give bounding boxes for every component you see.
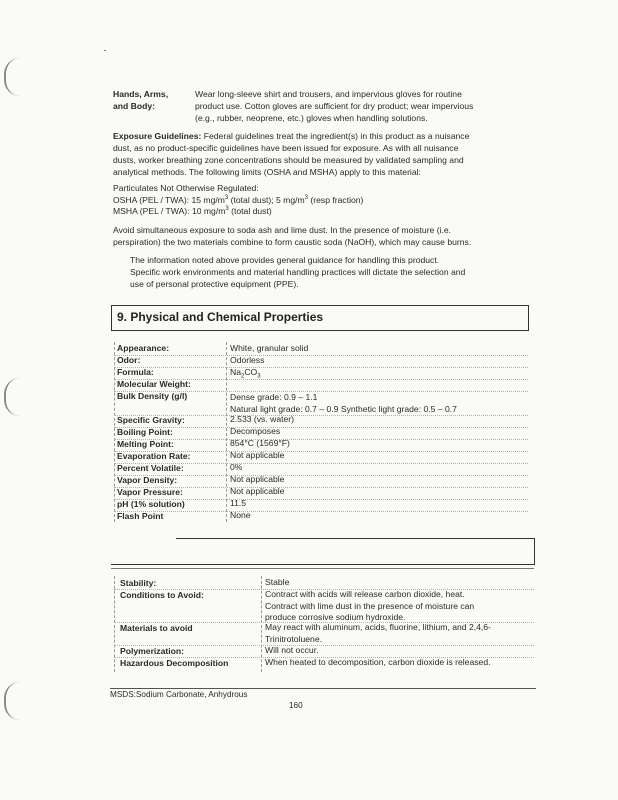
- property-value: 2.533 (vs. water): [230, 414, 294, 424]
- property-label: Vapor Density:: [117, 475, 178, 485]
- conditions-value: Contract with acids will release carbon dioxide, heat.: [265, 589, 465, 599]
- punch-hole-top: [4, 58, 20, 96]
- polymerization-value: Will not occur.: [265, 645, 319, 655]
- guidance-text-line: use of personal protective equipment (PPE).: [130, 279, 299, 289]
- property-label: Boiling Point:: [117, 427, 173, 437]
- property-label: Specific Gravity:: [117, 415, 185, 425]
- osha-limit: OSHA (PEL / TWA): 15 $mg/m^3$ (total dust); 5 $mg/m^3$ (resp fraction): [113, 195, 364, 205]
- stability-value: Stable: [265, 577, 290, 587]
- property-label: Melting Point:: [117, 439, 174, 449]
- ppe-text-line: Wear long-sleeve shirt and trousers, and impervious gloves for routine: [195, 89, 462, 99]
- property-label: pH (1% solution): [117, 499, 185, 509]
- exposure-line1: [113, 131, 469, 142]
- exposure-text-line: dusts, worker breathing zone concentrations should be measured by validated sampling and: [113, 155, 464, 165]
- section9-header: [111, 305, 529, 331]
- exposure-line1-text: Federal guidelines treat the ingredient(s) in this product as a nuisance: [203, 131, 470, 141]
- avoid-text-line: Avoid simultaneous exposure to soda ash and lime dust. In the presence of moisture (i.e.: [113, 225, 452, 235]
- conditions-value: Contract with lime dust in the presence of moisture can: [265, 601, 475, 611]
- section10-header: [111, 538, 535, 565]
- row-divider: [114, 511, 528, 512]
- property-label: Flash Point: [117, 511, 164, 521]
- ppe-label-line2: and Body:: [113, 101, 156, 111]
- property-label: Percent Volatile:: [117, 463, 184, 473]
- exposure-text-line: analytical methods. The following limits (OSHA and MSHA) apply to this material:: [113, 167, 421, 177]
- exposure-text-line: dust, as no product-specific guidelines have been issued for exposure. As with all nuisance: [113, 143, 459, 153]
- property-value: Not applicable: [230, 450, 285, 460]
- ppe-label-line1: Hands, Arms,: [113, 89, 169, 99]
- punch-hole-middle: [4, 378, 20, 416]
- property-label: Odor:: [117, 355, 141, 365]
- row-divider: [114, 439, 528, 440]
- footer-doc-name: MSDS:Sodium Carbonate, Anhydrous: [110, 690, 248, 699]
- stability-label: Stability:: [120, 578, 157, 588]
- msha-limit: MSHA (PEL / TWA): 10 $mg/m^3$ (total dust): [113, 206, 272, 216]
- property-label: Evaporation Rate:: [117, 451, 191, 461]
- property-value: Not applicable: [230, 486, 285, 496]
- row-divider: [114, 355, 528, 356]
- section9-title: 9. Physical and Chemical Properties: [117, 310, 324, 324]
- property-label: Molecular Weight:: [117, 379, 191, 389]
- property-value: White, granular solid: [230, 343, 309, 353]
- property-label: Vapor Pressure:: [117, 487, 183, 497]
- property-value: Decomposes: [230, 426, 281, 436]
- property-value: Odorless: [230, 355, 265, 365]
- decomposition-label: Hazardous Decomposition: [120, 658, 229, 668]
- property-value-formula: $Na_2CO_3$: [230, 367, 261, 380]
- materials-value: May react with aluminum, acids, fluorine, lithium, and 2,4,6-: [265, 622, 491, 632]
- property-label: Bulk Density (g/l): [117, 391, 188, 401]
- page-number: 160: [289, 701, 303, 710]
- materials-label: Materials to avoid: [120, 623, 193, 633]
- exposure-heading: Exposure Guidelines:: [113, 131, 202, 141]
- conditions-label: Conditions to Avoid:: [120, 590, 204, 600]
- punch-hole-bottom: [4, 682, 20, 720]
- property-label: Appearance:: [117, 343, 170, 353]
- guidance-text-line: Specific work environments and material handling practices will dictate the selection and: [130, 267, 466, 277]
- property-label: Formula:: [117, 367, 154, 377]
- ppe-text-line: product use. Cotton gloves are sufficient for dry product; wear impervious: [195, 101, 474, 111]
- section10-header-rule: [111, 568, 534, 569]
- avoid-text-line: perspiration) the two materials combine to form caustic soda (NaOH), which may cause burns.: [113, 237, 472, 247]
- row-divider: [114, 427, 528, 428]
- table-column-divider: [226, 342, 227, 522]
- ppe-text-line: (e.g., rubber, neoprene, etc.) gloves when handling solutions.: [195, 113, 428, 123]
- particulates-heading: Particulates Not Otherwise Regulated:: [113, 183, 259, 193]
- guidance-text-line: The information noted above provides general guidance for handling this product.: [130, 255, 440, 265]
- property-value: 854°C (1569°F): [230, 438, 290, 448]
- property-value: Dense grade: 0.9 – 1.1: [230, 392, 318, 402]
- property-value: 11.5: [230, 498, 247, 508]
- polymerization-label: Polymerization:: [120, 646, 184, 656]
- property-value: None: [230, 510, 251, 520]
- property-value: Natural light grade: 0.7 – 0.9 Synthetic light grade: 0.5 – 0.7: [230, 404, 457, 414]
- table-left-border: [114, 342, 115, 522]
- row-divider: [114, 367, 528, 368]
- decomposition-value: When heated to decomposition, carbon dioxide is released.: [265, 657, 491, 667]
- conditions-value: produce corrosive sodium hydroxide.: [265, 612, 406, 622]
- property-value: Not applicable: [230, 474, 285, 484]
- section10-header-topline: [176, 538, 534, 539]
- scan-speck: [104, 50, 106, 51]
- property-value: 0%: [230, 462, 243, 472]
- materials-value: Trinitrotoluene.: [265, 634, 323, 644]
